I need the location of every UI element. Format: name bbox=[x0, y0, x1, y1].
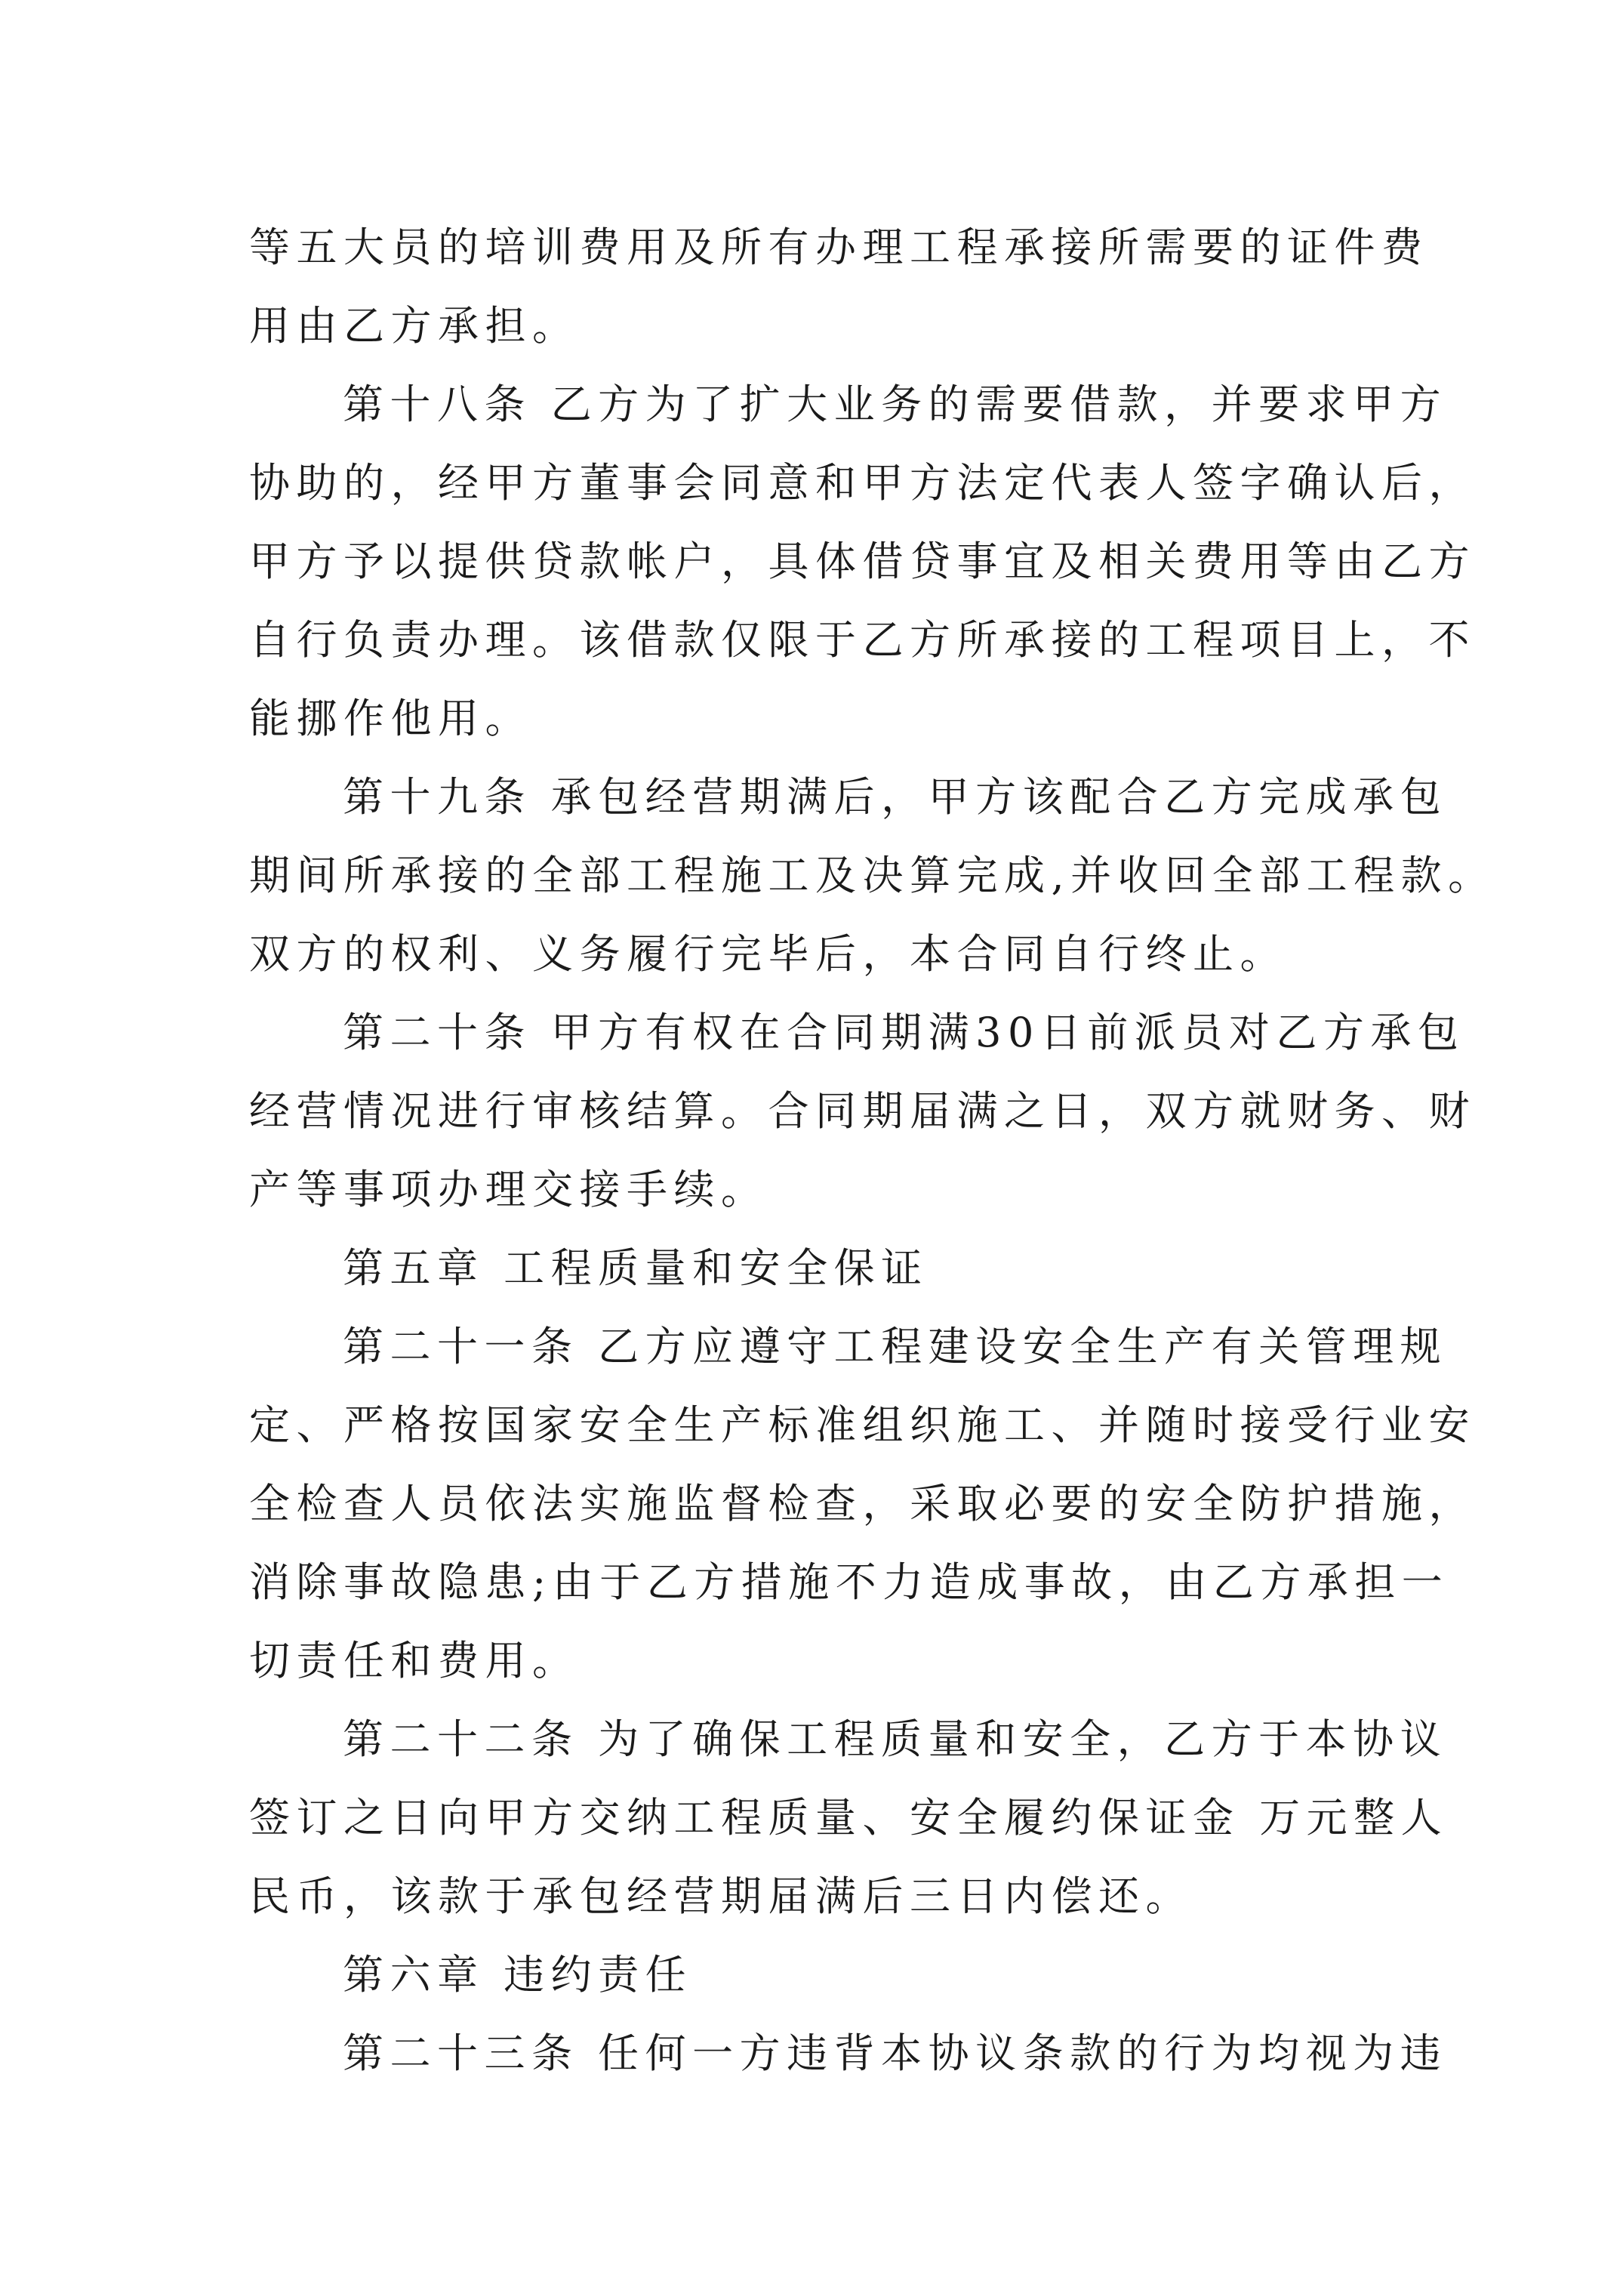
text-line: 民币，该款于承包经营期届满后三日内偿还。 bbox=[249, 1872, 1193, 1920]
text-line: 第十八条 乙方为了扩大业务的需要借款，并要求甲方 bbox=[343, 381, 1448, 428]
text-line: 第十九条 承包经营期满后，甲方该配合乙方完成承包 bbox=[343, 773, 1448, 821]
text-line: 等五大员的培训费用及所有办理工程承接所需要的证件费 bbox=[249, 223, 1429, 271]
text-line: 第五章 工程质量和安全保证 bbox=[343, 1244, 929, 1292]
text-line: 自行负责办理。该借款仅限于乙方所承接的工程项目上，不 bbox=[249, 616, 1476, 664]
text-line: 能挪作他用。 bbox=[249, 695, 532, 742]
text-line: 甲方予以提供贷款帐户，具体借贷事宜及相关费用等由乙方 bbox=[249, 538, 1476, 585]
text-line: 第二十三条 任何一方违背本协议条款的行为均视为违 bbox=[343, 2029, 1448, 2077]
text-line: 消除事故隐患;由于乙方措施不力造成事故，由乙方承担一 bbox=[249, 1558, 1449, 1606]
text-line: 第二十二条 为了确保工程质量和安全，乙方于本协议 bbox=[343, 1715, 1448, 1763]
document-body bbox=[249, 208, 1495, 2093]
text-line: 定、严格按国家安全生产标准组织施工、并随时接受行业安 bbox=[249, 1401, 1476, 1449]
text-line: 产等事项办理交接手续。 bbox=[249, 1166, 768, 1213]
text-line: 用由乙方承担。 bbox=[249, 302, 580, 350]
text-line: 第二十一条 乙方应遵守工程建设安全生产有关管理规 bbox=[343, 1323, 1448, 1370]
text-line: 切责任和费用。 bbox=[249, 1637, 580, 1684]
text-line: 全检查人员依法实施监督检查，采取必要的安全防护措施， bbox=[249, 1480, 1476, 1527]
text-line: 签订之日向甲方交纳工程质量、安全履约保证金 万元整人 bbox=[249, 1794, 1449, 1841]
text-line: 双方的权利、义务履行完毕后，本合同自行终止。 bbox=[249, 930, 1287, 978]
text-line: 经营情况进行审核结算。合同期届满之日，双方就财务、财 bbox=[249, 1087, 1476, 1135]
text-line: 期间所承接的全部工程施工及决算完成,并收回全部工程款。 bbox=[249, 852, 1495, 899]
text-line: 协助的，经甲方董事会同意和甲方法定代表人签字确认后， bbox=[249, 459, 1476, 507]
text-line: 第二十条 甲方有权在合同期满30日前派员对乙方承包 bbox=[343, 1009, 1465, 1056]
text-line: 第六章 违约责任 bbox=[343, 1951, 693, 1999]
